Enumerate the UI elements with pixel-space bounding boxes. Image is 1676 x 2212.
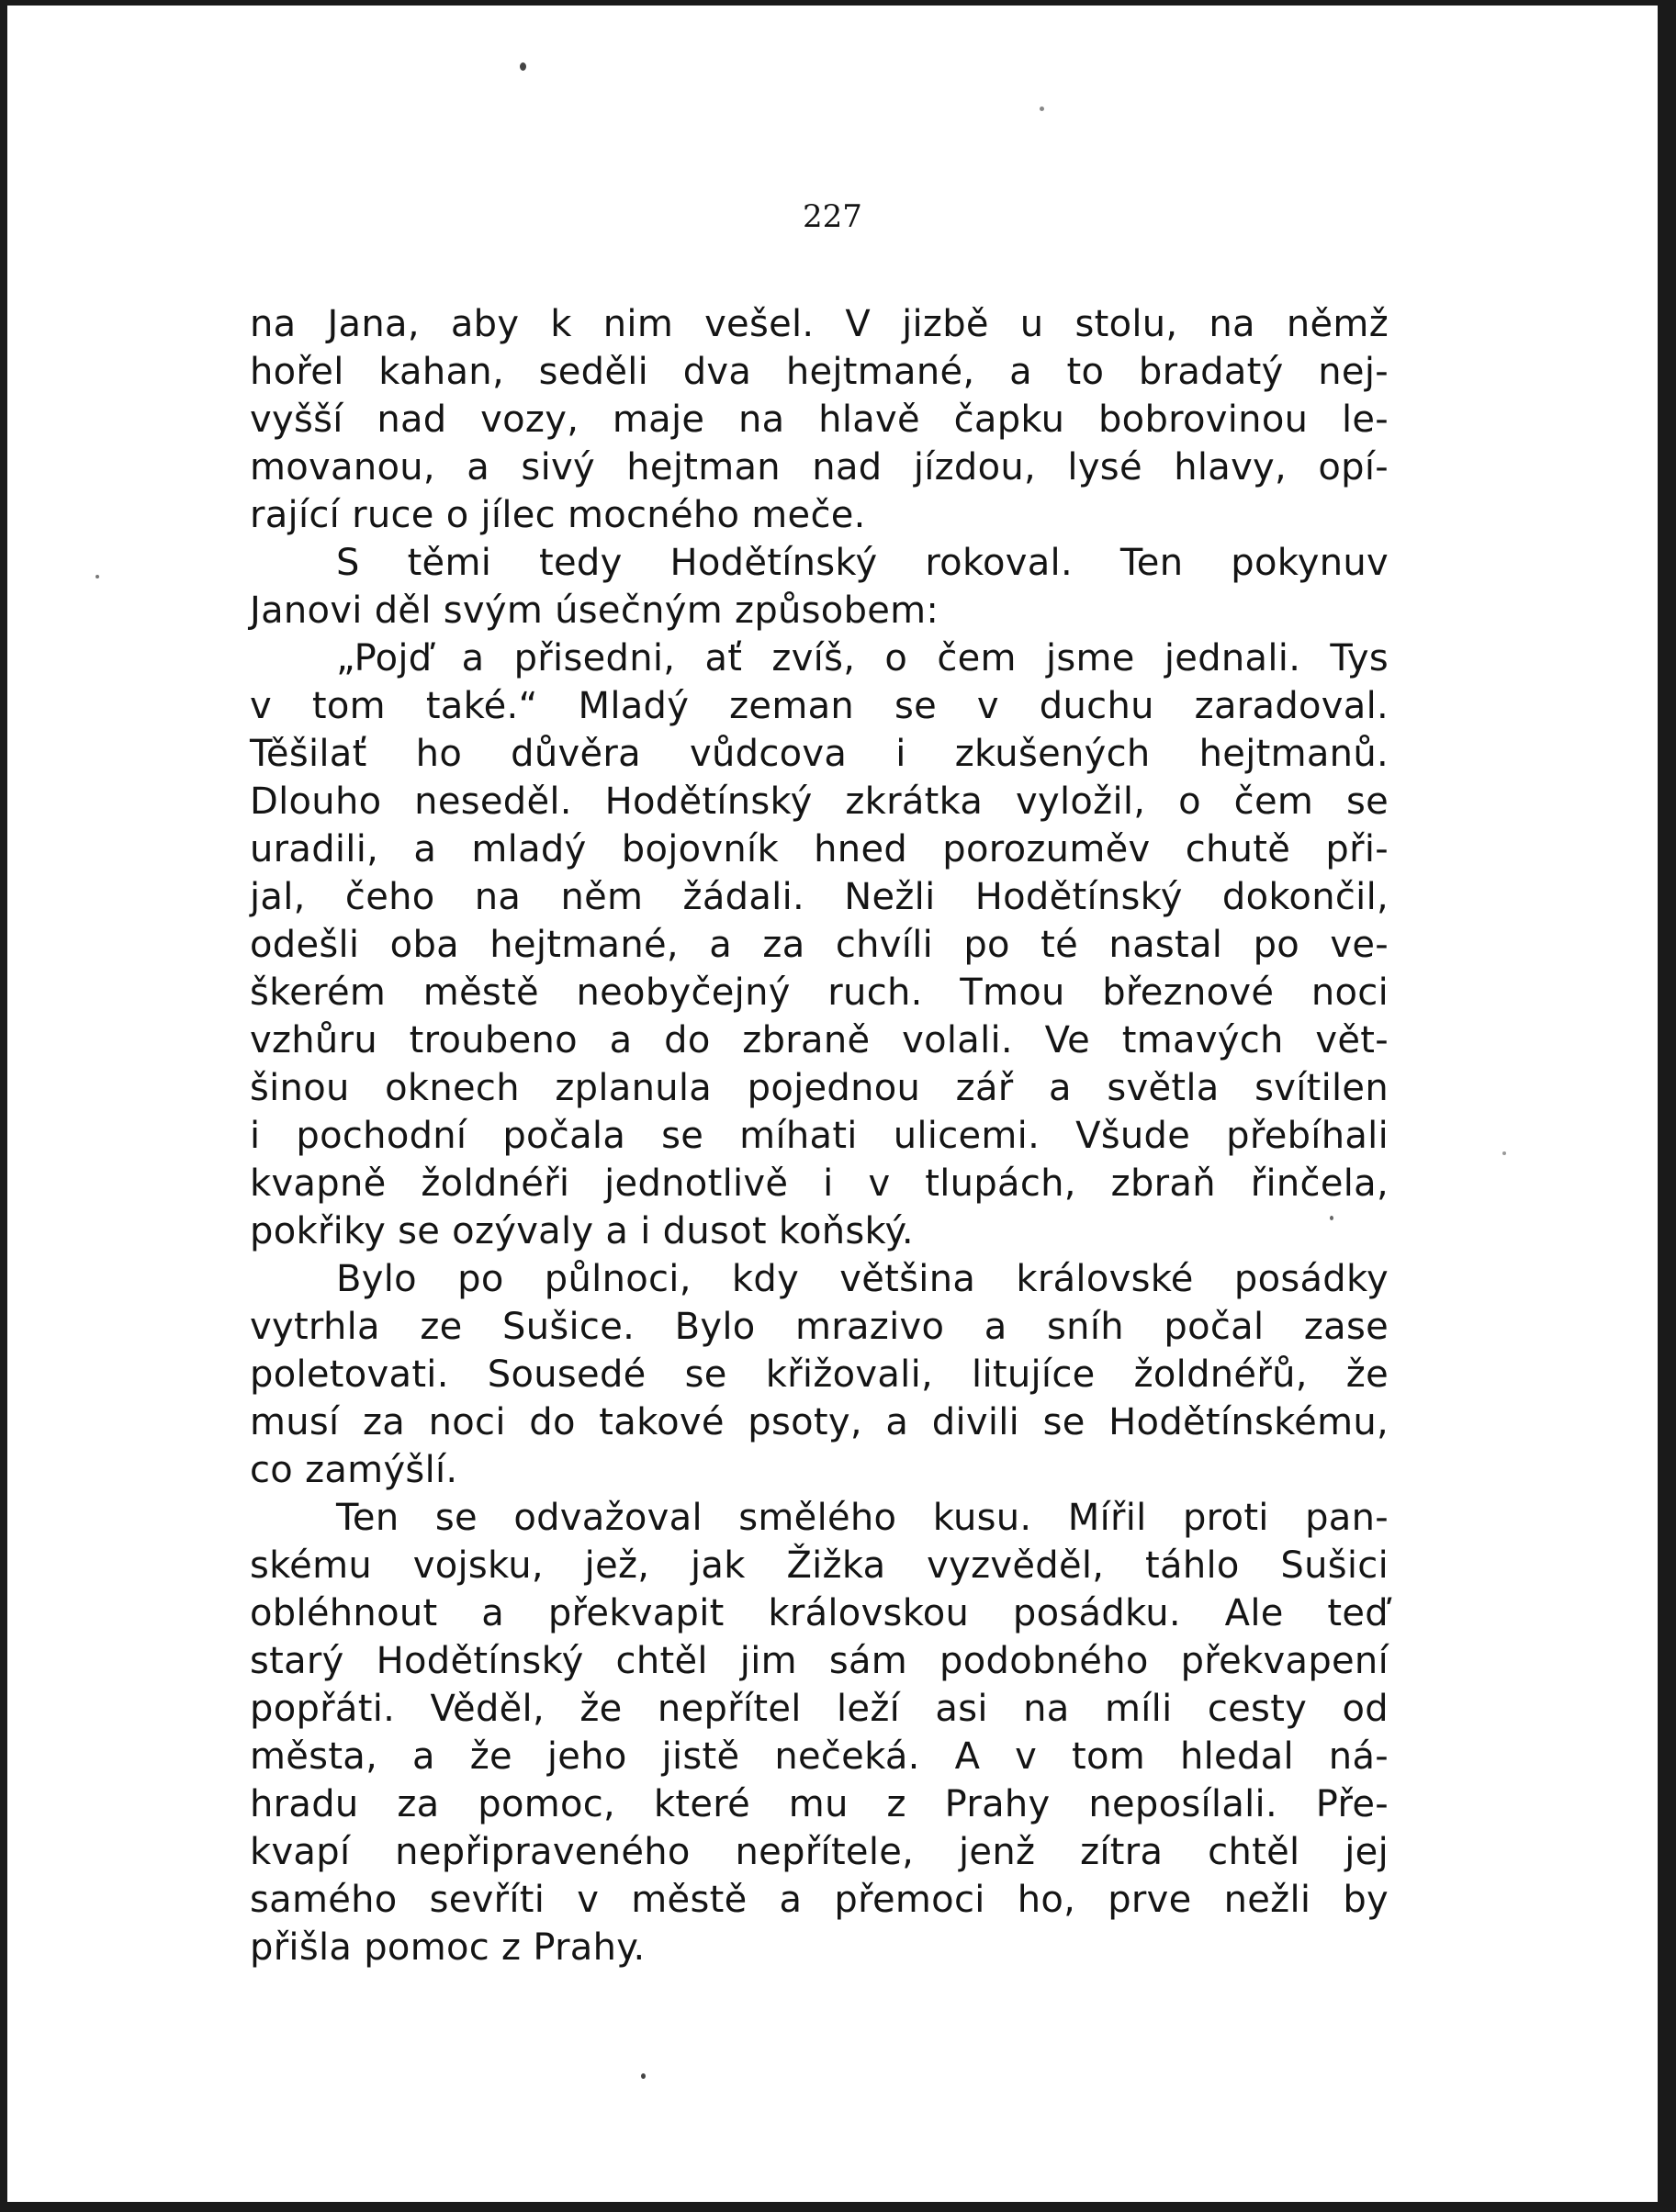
text-line: vyšší nad vozy, maje na hlavě čapku bobrovinou le- (250, 399, 1389, 441)
text-line: starý Hodětínský chtěl jim sám podobného překvapení (250, 1640, 1389, 1682)
scan-speck (1330, 1216, 1333, 1220)
text-line: „Pojď a přisedni, ať zvíš, o čem jsme jednali. Tys (336, 637, 1389, 679)
text-line: movanou, a sivý hejtman nad jízdou, lysé hlavy, opí- (250, 446, 1389, 488)
text-line: šinou oknech zplanula pojednou zář a světla svítilen (250, 1067, 1389, 1109)
text-line: kvapně žoldnéři jednotlivě i v tlupách, zbraň řinčela, (250, 1162, 1389, 1205)
text-line: S těmi tedy Hodětínský rokoval. Ten pokynuv (336, 542, 1389, 584)
scan-speck (1040, 107, 1044, 111)
text-line: uradili, a mladý bojovník hned porozuměv chutě při- (250, 828, 1389, 870)
text-line: co zamýšlí. (250, 1449, 458, 1491)
text-line: obléhnout a překvapit královskou posádku. Ale teď (250, 1592, 1389, 1634)
book-page (7, 6, 1658, 2202)
text-line: města, a že jeho jistě nečeká. A v tom hledal ná- (250, 1735, 1389, 1778)
text-line: Janovi děl svým úsečným způsobem: (250, 589, 939, 632)
text-line: Těšilať ho důvěra vůdcova i zkušených hejtmanů. (250, 733, 1389, 775)
text-line: Bylo po půlnoci, kdy většina královské posádky (336, 1258, 1389, 1300)
text-line: samého sevříti v městě a přemoci ho, prve nežli by (250, 1879, 1389, 1921)
text-line: vzhůru troubeno a do zbraně volali. Ve tmavých vět- (250, 1019, 1389, 1061)
scan-speck (641, 2073, 646, 2079)
text-line: Dlouho neseděl. Hodětínský zkrátka vyložil, o čem se (250, 780, 1389, 823)
text-line: popřáti. Věděl, že nepřítel leží asi na míli cesty od (250, 1688, 1389, 1730)
text-line: jal, čeho na něm žádali. Nežli Hodětínský dokončil, (250, 876, 1389, 918)
scan-speck (1502, 1151, 1506, 1155)
text-line: pokřiky se ozývaly a i dusot koňský. (250, 1210, 914, 1252)
text-line: na Jana, aby k nim vešel. V jizbě u stolu, na němž (250, 303, 1389, 345)
text-line: Ten se odvažoval smělého kusu. Mířil proti pan- (336, 1497, 1389, 1539)
text-line: i pochodní počala se míhati ulicemi. Všude přebíhali (250, 1115, 1389, 1157)
text-line: skému vojsku, jež, jak Žižka vyzvěděl, táhlo Sušici (250, 1544, 1389, 1587)
text-line: přišla pomoc z Prahy. (250, 1926, 646, 1969)
text-line: poletovati. Sousedé se křižovali, litujíce žoldnéřů, že (250, 1353, 1389, 1396)
text-line: v tom také.“ Mladý zeman se v duchu zaradoval. (250, 685, 1389, 727)
text-line: vytrhla ze Sušice. Bylo mrazivo a sníh počal zase (250, 1306, 1389, 1348)
page-number: 227 (803, 198, 862, 235)
text-line: musí za noci do takové psoty, a divili se Hodětínskému, (250, 1401, 1389, 1443)
text-line: hradu za pomoc, které mu z Prahy neposílali. Pře- (250, 1783, 1389, 1825)
text-line: kvapí nepřipraveného nepřítele, jenž zítra chtěl jej (250, 1831, 1389, 1873)
text-line: odešli oba hejtmané, a za chvíli po té nastal po ve- (250, 924, 1389, 966)
scan-speck (520, 62, 526, 71)
text-line: hořel kahan, seděli dva hejtmané, a to bradatý nej- (250, 351, 1389, 393)
scan-speck (96, 575, 99, 578)
text-line: škerém městě neobyčejný ruch. Tmou březnové noci (250, 971, 1389, 1014)
page-text (7, 6, 1658, 2202)
text-line: rající ruce o jílec mocného meče. (250, 494, 866, 536)
